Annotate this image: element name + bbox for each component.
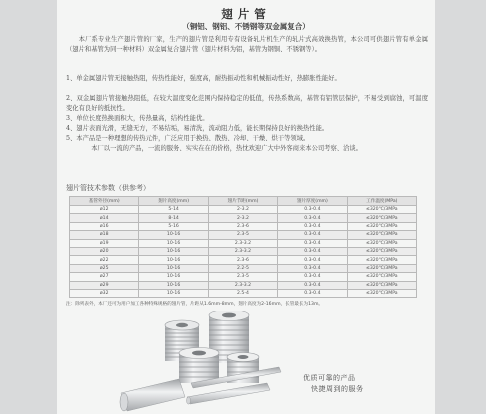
slogan-line-1: 优质可靠的产品	[303, 374, 356, 382]
table-cell: 8-14	[139, 214, 208, 222]
table-cell: ø18	[70, 231, 139, 239]
table-cell: 10-16	[139, 264, 208, 272]
table-cell: ø16	[70, 222, 139, 230]
table-cell: 10-16	[139, 239, 208, 247]
table-cell: ≤320℃/3MPa	[347, 231, 416, 239]
table-cell: 5-14	[139, 206, 208, 214]
table-cell: 0.3-0.4	[278, 222, 347, 230]
header-cell: 基管外径(mm)	[70, 197, 139, 206]
header-cell: 翅片节距(mm)	[208, 197, 277, 206]
table-cell: ≤320℃/3MPa	[347, 289, 416, 297]
table-cell: ø22	[70, 256, 139, 264]
table-cell: 10-16	[139, 289, 208, 297]
header-cell: 翅片高度(mm)	[139, 197, 208, 206]
table-cell: 0.3-0.4	[278, 281, 347, 289]
table-cell: 2-3.2	[208, 214, 277, 222]
table-cell: ø25	[70, 264, 139, 272]
table-cell: 2-3.2	[208, 206, 277, 214]
table-cell: 2.3-3.2	[208, 239, 277, 247]
intro-paragraph: 本厂系专业生产翅片管的厂家，生产的翅片管是利用专有设备轧片机生产的轧片式高效换热管，本公司可供翅片管有单金属（翅片和基管为同一种材料）双金属复合翅片管（翅片材料为铝，基管为钢铜、不锈钢等）。	[66, 36, 428, 53]
table-cell: ≤320℃/3MPa	[347, 222, 416, 230]
feature-paragraph-4: 4、翅片表面光滑，无缝无方，不易结垢，易清洗，流动阻力低，能长期保持良好的换热性能。	[66, 125, 329, 132]
plain-tube-thick	[120, 379, 185, 411]
table-cell: 10-16	[139, 273, 208, 281]
table-cell: 10-16	[139, 256, 208, 264]
table-cell: 0.3-0.4	[278, 206, 347, 214]
table-row	[70, 239, 417, 247]
table-cell: 0.3-0.4	[278, 247, 347, 255]
table-cell: 0.3-0.4	[278, 231, 347, 239]
feature-paragraph-1: 1、单金属翅片管无接触热阻，传热性能好，强度高，耐热振动性和机械振动性好，热膨胀性能好。	[66, 75, 341, 82]
header-cell: 翅片厚度(mm)	[278, 197, 347, 206]
finned-tube-front-left	[179, 348, 219, 384]
table-cell: 10-16	[139, 231, 208, 239]
table-cell: ø27	[70, 273, 139, 281]
table-cell: 10-16	[139, 247, 208, 255]
table-row	[70, 214, 417, 222]
slogan-line-2: 快捷周到的服务	[311, 385, 364, 393]
spec-table-heading: 翅片管技术参数（供参考）	[66, 184, 150, 192]
finned-tube-photo	[117, 311, 287, 414]
table-row	[70, 206, 417, 214]
table-cell: 5-16	[139, 222, 208, 230]
feature-paragraph-3: 3、单位长度热换面积大，传热量高，结构性能优。	[66, 115, 209, 122]
table-cell: 2.3-3.2	[208, 247, 277, 255]
table-row	[70, 247, 417, 255]
table-footnote: 注：除列表外，本厂还可为用户加工各种特殊规格的翅片管，片距从1.6mm-8mm，翅片高度为2-16mm，长管最长为13m。	[66, 302, 324, 307]
spec-table-body	[70, 206, 417, 298]
table-cell: 0.3-0.4	[278, 239, 347, 247]
table-cell: ≤320℃/3MPa	[347, 247, 416, 255]
table-cell: 0.3-0.4	[278, 264, 347, 272]
table-cell: ≤320℃/3MPa	[347, 273, 416, 281]
table-cell: 2.3-3.2	[208, 281, 277, 289]
table-cell: 2.3-5	[208, 273, 277, 281]
closing-paragraph: 本厂以一流的产品，一流的服务、实实在在的价格，热忱欢迎广大中外客商来本公司考察、洽谈。	[91, 145, 362, 152]
table-cell: 0.3-0.4	[278, 214, 347, 222]
table-row	[70, 256, 417, 264]
table-cell: 10-16	[139, 281, 208, 289]
table-cell: 2.5-4	[208, 289, 277, 297]
table-row	[70, 289, 417, 297]
table-cell: ≤320℃/3MPa	[347, 256, 416, 264]
table-cell: ø12	[70, 206, 139, 214]
table-cell: ø32	[70, 289, 139, 297]
table-row	[70, 264, 417, 272]
table-cell: 0.3-0.4	[278, 256, 347, 264]
table-cell: ≤320℃/3MPa	[347, 239, 416, 247]
table-cell: 2.3-6	[208, 256, 277, 264]
table-cell: ø19	[70, 239, 139, 247]
spec-table	[69, 196, 417, 298]
table-cell: 2.2-5	[208, 264, 277, 272]
table-cell: ø14	[70, 214, 139, 222]
feature-paragraph-5: 5、本产品是一种理想的传热元件，广泛应用于换热、散热、冷却、干燥、烘干等领域。	[66, 135, 310, 142]
feature-paragraph-2: 2、双金属翅片管接触热阻低，在较大温度变化范围内保持稳定的低值，传热系数高，基管有铝管层保护，不易受到腐蚀，可温度变化有良好的抵抗性。	[66, 95, 428, 112]
table-row	[70, 231, 417, 239]
table-cell: 2.3-5	[208, 231, 277, 239]
table-cell: ≤320℃/3MPa	[347, 281, 416, 289]
table-cell: 0.3-0.4	[278, 273, 347, 281]
table-row	[70, 273, 417, 281]
table-cell: ø29	[70, 281, 139, 289]
table-row	[70, 222, 417, 230]
table-header-row	[70, 197, 417, 206]
brochure-page	[57, 0, 435, 414]
table-cell: 0.3-0.4	[278, 289, 347, 297]
table-cell: ≤320℃/3MPa	[347, 214, 416, 222]
page-subtitle: （铜铝、钢铝、不锈钢等双金属复合）	[182, 22, 310, 31]
table-cell: ≤320℃/3MPa	[347, 206, 416, 214]
table-cell: ø20	[70, 247, 139, 255]
header-cell: 工作温度(MPa)	[347, 197, 416, 206]
table-row	[70, 281, 417, 289]
table-cell: ≤320℃/3MPa	[347, 264, 416, 272]
table-cell: 2.3-6	[208, 222, 277, 230]
page-title: 翅片管	[221, 7, 271, 21]
